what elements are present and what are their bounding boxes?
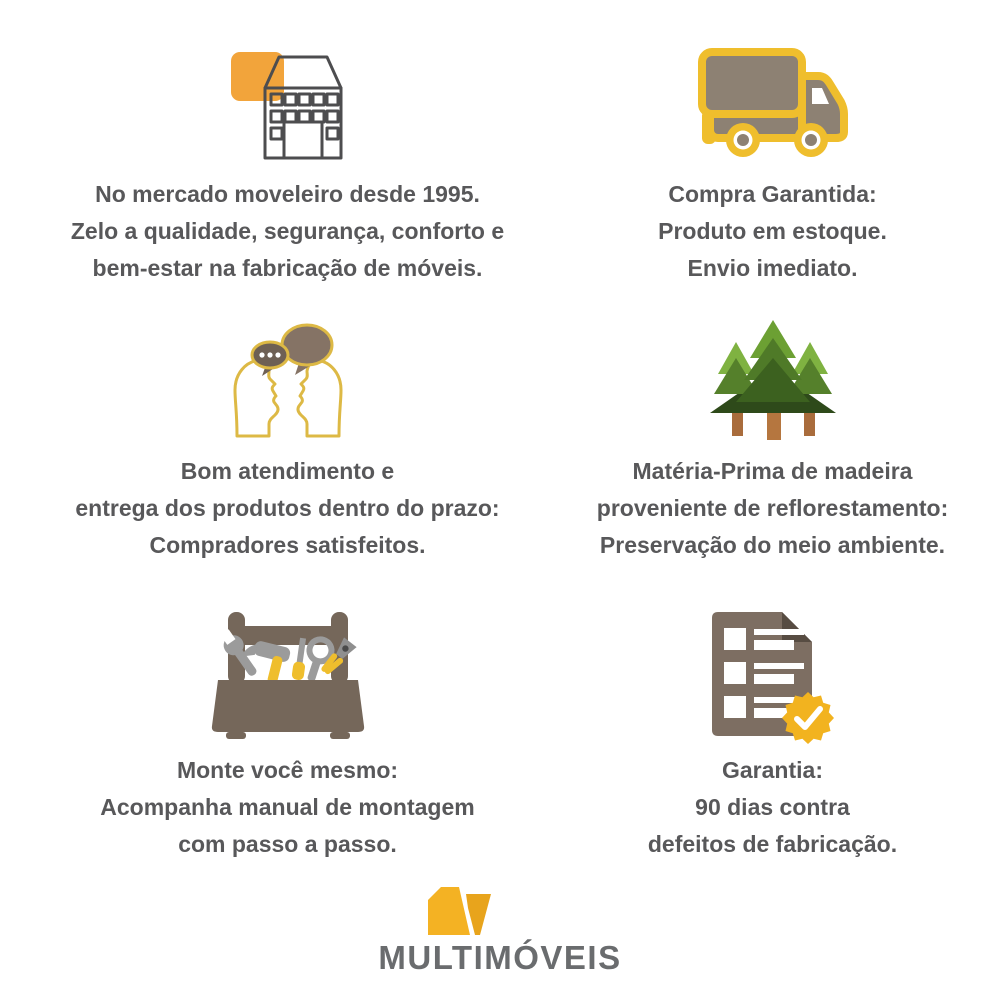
feature-raw-material	[560, 315, 985, 564]
icon-row	[560, 608, 985, 752]
delivery-truck-icon	[698, 48, 848, 160]
icon-row	[40, 608, 535, 752]
feature-text-line: defeitos de fabricação.	[647, 831, 898, 857]
icon-row	[560, 315, 985, 453]
feature-text-line: proveniente de reflorestamento:	[596, 495, 949, 521]
feature-text-line: No mercado moveleiro desde 1995.	[95, 181, 480, 207]
brand-logo	[0, 886, 1000, 977]
customer-chat-icon	[225, 318, 351, 438]
icon-row	[560, 44, 985, 176]
brand-logo-text: MULTIMÓVEIS	[378, 939, 622, 976]
feature-text-line: Garantia:	[722, 757, 823, 783]
feature-text-line: Compra Garantida:	[668, 181, 877, 207]
feature-text-line: com passo a passo.	[178, 831, 397, 857]
icon-row	[40, 44, 535, 176]
icon-row	[40, 315, 535, 453]
feature-warranty	[560, 608, 985, 863]
feature-self-assembly	[40, 608, 535, 863]
feature-text-line: Envio imediato.	[687, 255, 858, 281]
feature-heritage	[40, 44, 535, 287]
feature-guaranteed-purchase	[560, 44, 985, 287]
feature-text-line: Produto em estoque.	[658, 218, 887, 244]
feature-text-line: Preservação do meio ambiente.	[599, 532, 946, 558]
brand-logo-mark-icon	[428, 886, 492, 936]
feature-text-line: bem-estar na fabricação de móveis.	[92, 255, 483, 281]
feature-text-line: Matéria-Prima de madeira	[632, 458, 913, 484]
feature-text-line: Compradores satisfeitos.	[149, 532, 426, 558]
feature-text-line: Zelo a qualidade, segurança, conforto e	[70, 218, 505, 244]
feature-text-line: Acompanha manual de montagem	[100, 794, 475, 820]
feature-customer-service	[40, 315, 535, 564]
feature-text-line: Bom atendimento e	[180, 458, 395, 484]
pine-trees-icon	[708, 318, 838, 440]
warranty-checklist-icon	[706, 612, 840, 748]
feature-text-line: entrega dos produtos dentro do prazo:	[75, 495, 500, 521]
toolbox-icon	[210, 612, 366, 746]
factory-building-icon	[231, 48, 345, 160]
feature-text-line: Monte você mesmo:	[176, 757, 399, 783]
feature-text-line: 90 dias contra	[695, 794, 850, 820]
